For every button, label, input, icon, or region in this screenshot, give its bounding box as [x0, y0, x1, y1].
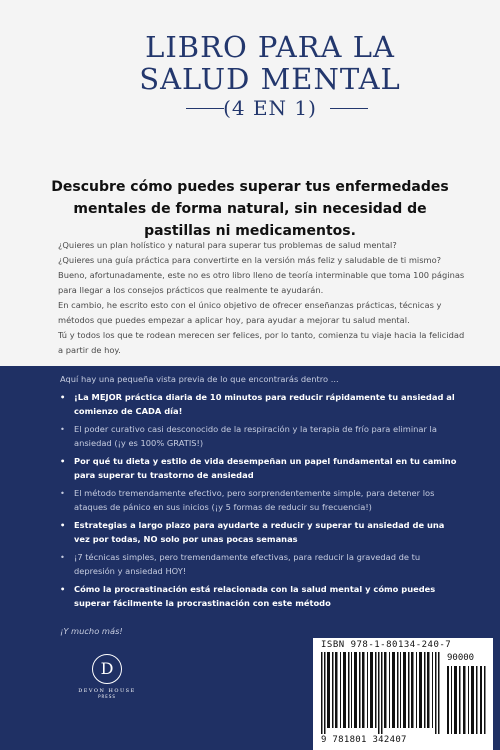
list-item-text: ¡La MEJOR práctica diaria de 10 minutos para reducir rápidamente tu ansiedad al comienzo de CADA día!: [74, 392, 455, 416]
barcode-box: [313, 638, 493, 750]
intro-paragraph: Tú y todos los que te rodean merecen ser felices, por lo tanto, comienza tu viaje hacia la felicidad a partir de hoy.: [58, 330, 465, 355]
headline: Descubre cómo puedes superar tus enfermedades mentales de forma natural, sin necesidad de pastillas ni medicamentos.: [51, 179, 449, 239]
list-item-text: Por qué tu dieta y estilo de vida desempeñan un papel fundamental en tu camino para superar tu trastorno de ansiedad: [74, 456, 457, 480]
list-item: [60, 422, 460, 450]
price-barcode-icon: [447, 666, 487, 734]
intro-paragraph: En cambio, he escrito esto con el único objetivo de ofrecer enseñanzas prácticas, técnicas y métodos que puedes empezar a aplicar hoy, para ayudar a mejorar tu salud mental.: [58, 300, 442, 325]
intro-paragraph: ¿Quieres un plan holístico y natural para superar tus problemas de salud mental?: [58, 240, 397, 250]
bullet-icon: •: [60, 520, 66, 530]
list-item: [60, 486, 460, 514]
intro-paragraph: Bueno, afortunadamente, este no es otro libro lleno de teoría interminable que toma 100 páginas para llegar a los consejos prácticos que realmente te ayudarán.: [58, 270, 465, 295]
list-item-text: El método tremendamente efectivo, pero sorprendentemente simple, para detener los ataques de pánico en sus inicios (¡y 5 formas de reducir su frecuencia!): [74, 488, 435, 512]
bullet-icon: •: [60, 552, 65, 562]
bullet-icon: •: [60, 392, 66, 402]
bullet-icon: •: [60, 584, 66, 594]
cover-top-section: [0, 0, 500, 366]
barcode-number: 9 781801 342407: [321, 735, 407, 745]
list-item-text: El poder curativo casi desconocido de la respiración y la terapia de frío para eliminar la ansiedad (¡y es 100% GRATIS!): [74, 424, 437, 448]
intro-text: [58, 238, 468, 358]
publisher-sub: PRESS: [98, 694, 116, 699]
title-line-2: SALUD MENTAL: [139, 62, 401, 96]
publisher-monogram-icon: D: [92, 654, 122, 684]
price-code: 90000: [447, 653, 475, 663]
title-rule-right: [330, 108, 368, 109]
list-item: [60, 582, 460, 610]
publisher-name: DEVON HOUSE: [78, 688, 136, 694]
preview-list: [60, 390, 460, 614]
bullet-icon: •: [60, 424, 65, 434]
list-item: [60, 518, 460, 546]
list-item: [60, 390, 460, 418]
list-item: [60, 454, 460, 482]
title-line-3: (4 EN 1): [223, 96, 317, 120]
and-more-text: ¡Y mucho más!: [60, 626, 123, 636]
list-item-text: ¡7 técnicas simples, pero tremendamente efectivas, para reducir la gravedad de tu depresión y ansiedad HOY!: [74, 552, 421, 576]
list-item-text: Estrategias a largo plazo para ayudarte a reducir y superar tu ansiedad de una vez por todas, NO solo por unas pocas semanas: [74, 520, 445, 544]
bullet-icon: •: [60, 488, 65, 498]
preview-lead: Aquí hay una pequeña vista previa de lo que encontrarás dentro ...: [60, 374, 339, 384]
publisher-logo: [72, 654, 142, 699]
barcode-icon: [321, 652, 441, 734]
isbn-label: ISBN 978-1-80134-240-7: [321, 640, 452, 650]
intro-paragraph: ¿Quieres una guía práctica para convertirte en la versión más feliz y saludable de ti mismo?: [58, 255, 442, 265]
list-item: [60, 550, 460, 578]
bullet-icon: •: [60, 456, 66, 466]
title-line-1: LIBRO PARA LA: [145, 30, 395, 64]
list-item-text: Cómo la procrastinación está relacionada con la salud mental y cómo puedes superar fácilmente la procrastinación con este método: [74, 584, 436, 608]
